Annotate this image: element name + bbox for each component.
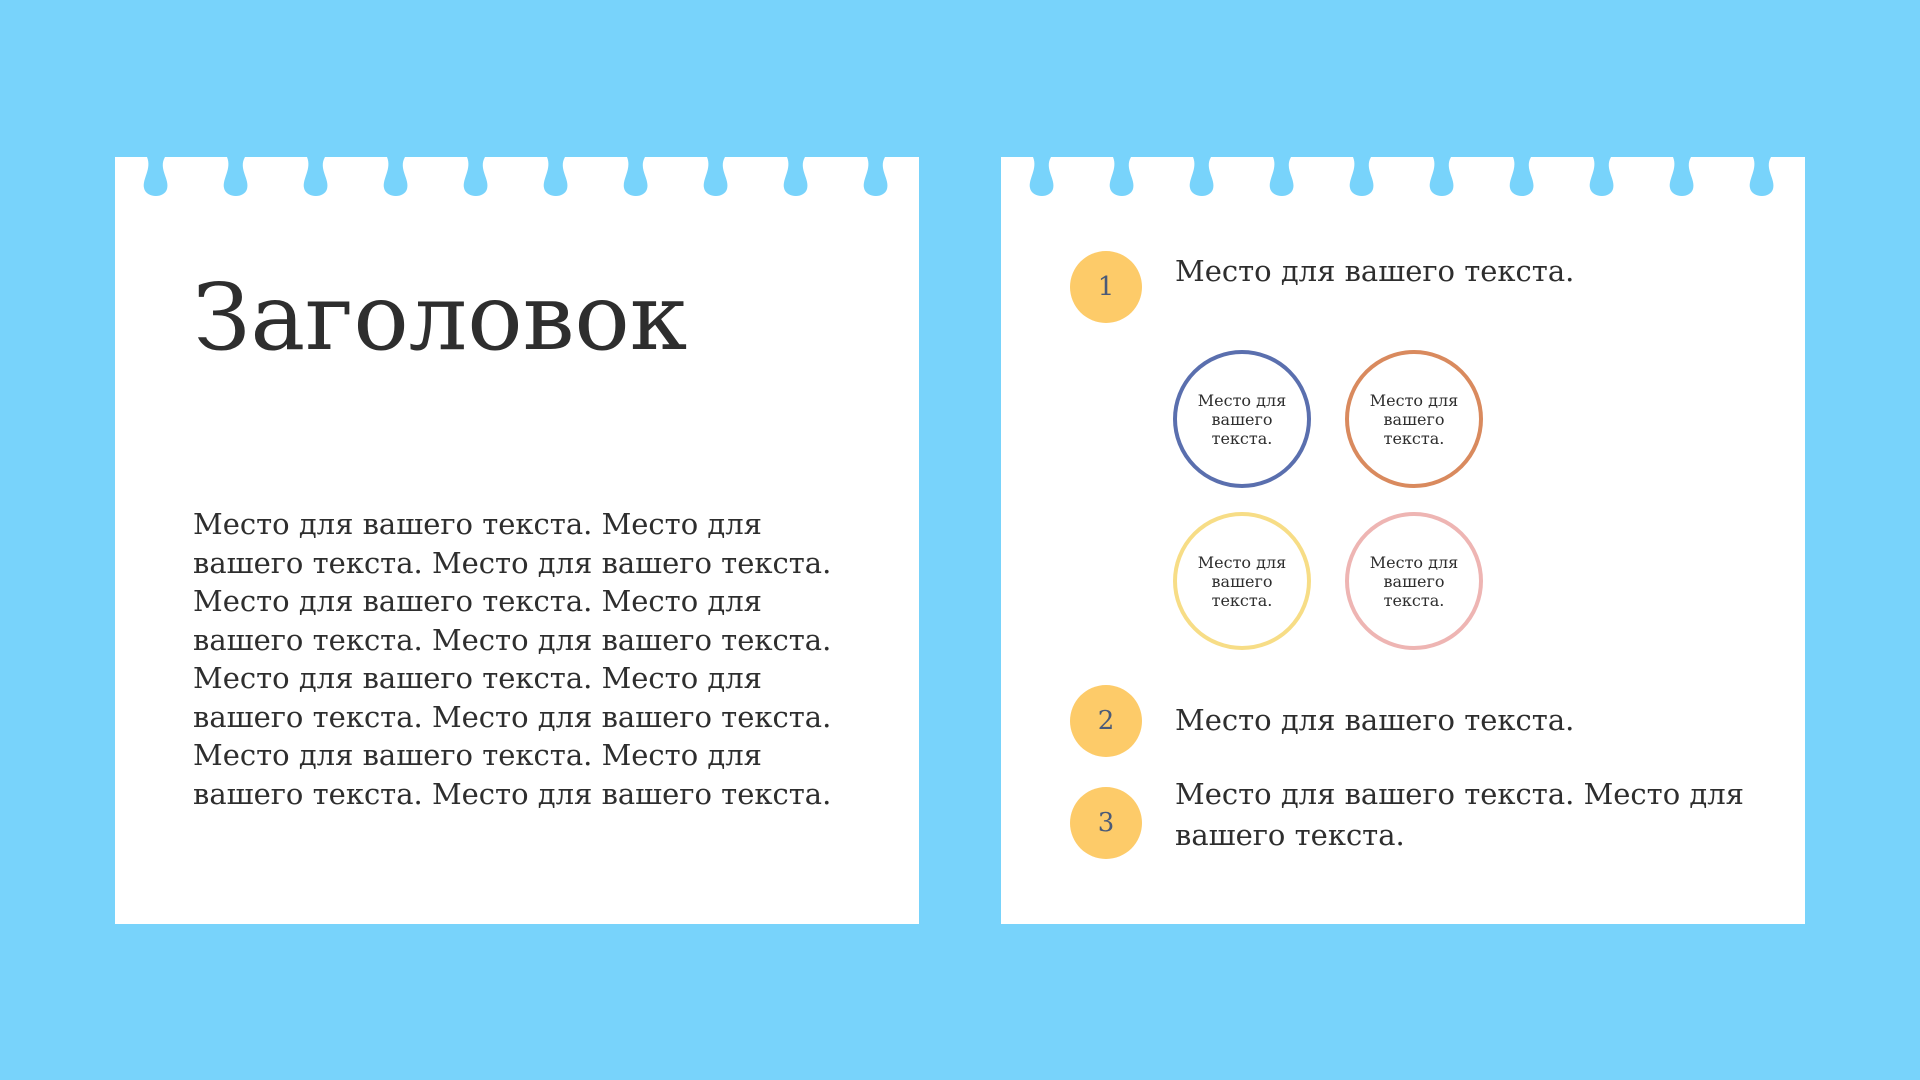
circle-label: Место для вашего текста.: [1197, 390, 1287, 448]
torn-notch: [1590, 157, 1614, 196]
number-badge: 1: [1070, 251, 1142, 323]
page-title: Заголовок: [193, 264, 688, 371]
torn-edge: [115, 157, 919, 199]
list-item-text: Место для вашего текста.: [1175, 703, 1575, 737]
torn-notch: [704, 157, 728, 196]
torn-notch: [464, 157, 488, 196]
list-item-text: Место для вашего текста. Место для вашего текста.: [1175, 777, 1744, 852]
torn-notch: [1750, 157, 1774, 196]
torn-notch: [784, 157, 808, 196]
number-badge: 3: [1070, 787, 1142, 859]
torn-notch: [544, 157, 568, 196]
left-note-card: [115, 157, 919, 924]
circle-orange: [1345, 350, 1483, 488]
torn-notch: [384, 157, 408, 196]
torn-notch: [224, 157, 248, 196]
circle-blue: [1173, 350, 1311, 488]
torn-notch: [304, 157, 328, 196]
number-badge: 2: [1070, 685, 1142, 757]
list-item-text: Место для вашего текста.: [1175, 254, 1575, 288]
circle-pink: [1345, 512, 1483, 650]
torn-notch: [1110, 157, 1134, 196]
torn-edge: [1001, 157, 1805, 199]
circle-yellow: [1173, 512, 1311, 650]
torn-notch: [1670, 157, 1694, 196]
torn-notch: [1030, 157, 1054, 196]
torn-notch: [144, 157, 168, 196]
circle-label: Место для вашего текста.: [1369, 552, 1459, 610]
torn-notch: [1430, 157, 1454, 196]
torn-notch: [864, 157, 888, 196]
torn-notch: [1350, 157, 1374, 196]
torn-notch: [1510, 157, 1534, 196]
circle-label: Место для вашего текста.: [1197, 552, 1287, 610]
torn-notch: [1270, 157, 1294, 196]
circle-label: Место для вашего текста.: [1369, 390, 1459, 448]
body-text: Место для вашего текста. Место для вашего текста. Место для вашего текста. Место для вашего текста. Место для вашего текста. Место для вашего текста. Место для вашего текста. Место для вашего текста. Место для вашего текста. Место для вашего текста. Место для вашего текста. Место для вашего текста.: [193, 507, 832, 811]
right-note-card: [1001, 157, 1805, 924]
torn-notch: [1190, 157, 1214, 196]
torn-notch: [624, 157, 648, 196]
